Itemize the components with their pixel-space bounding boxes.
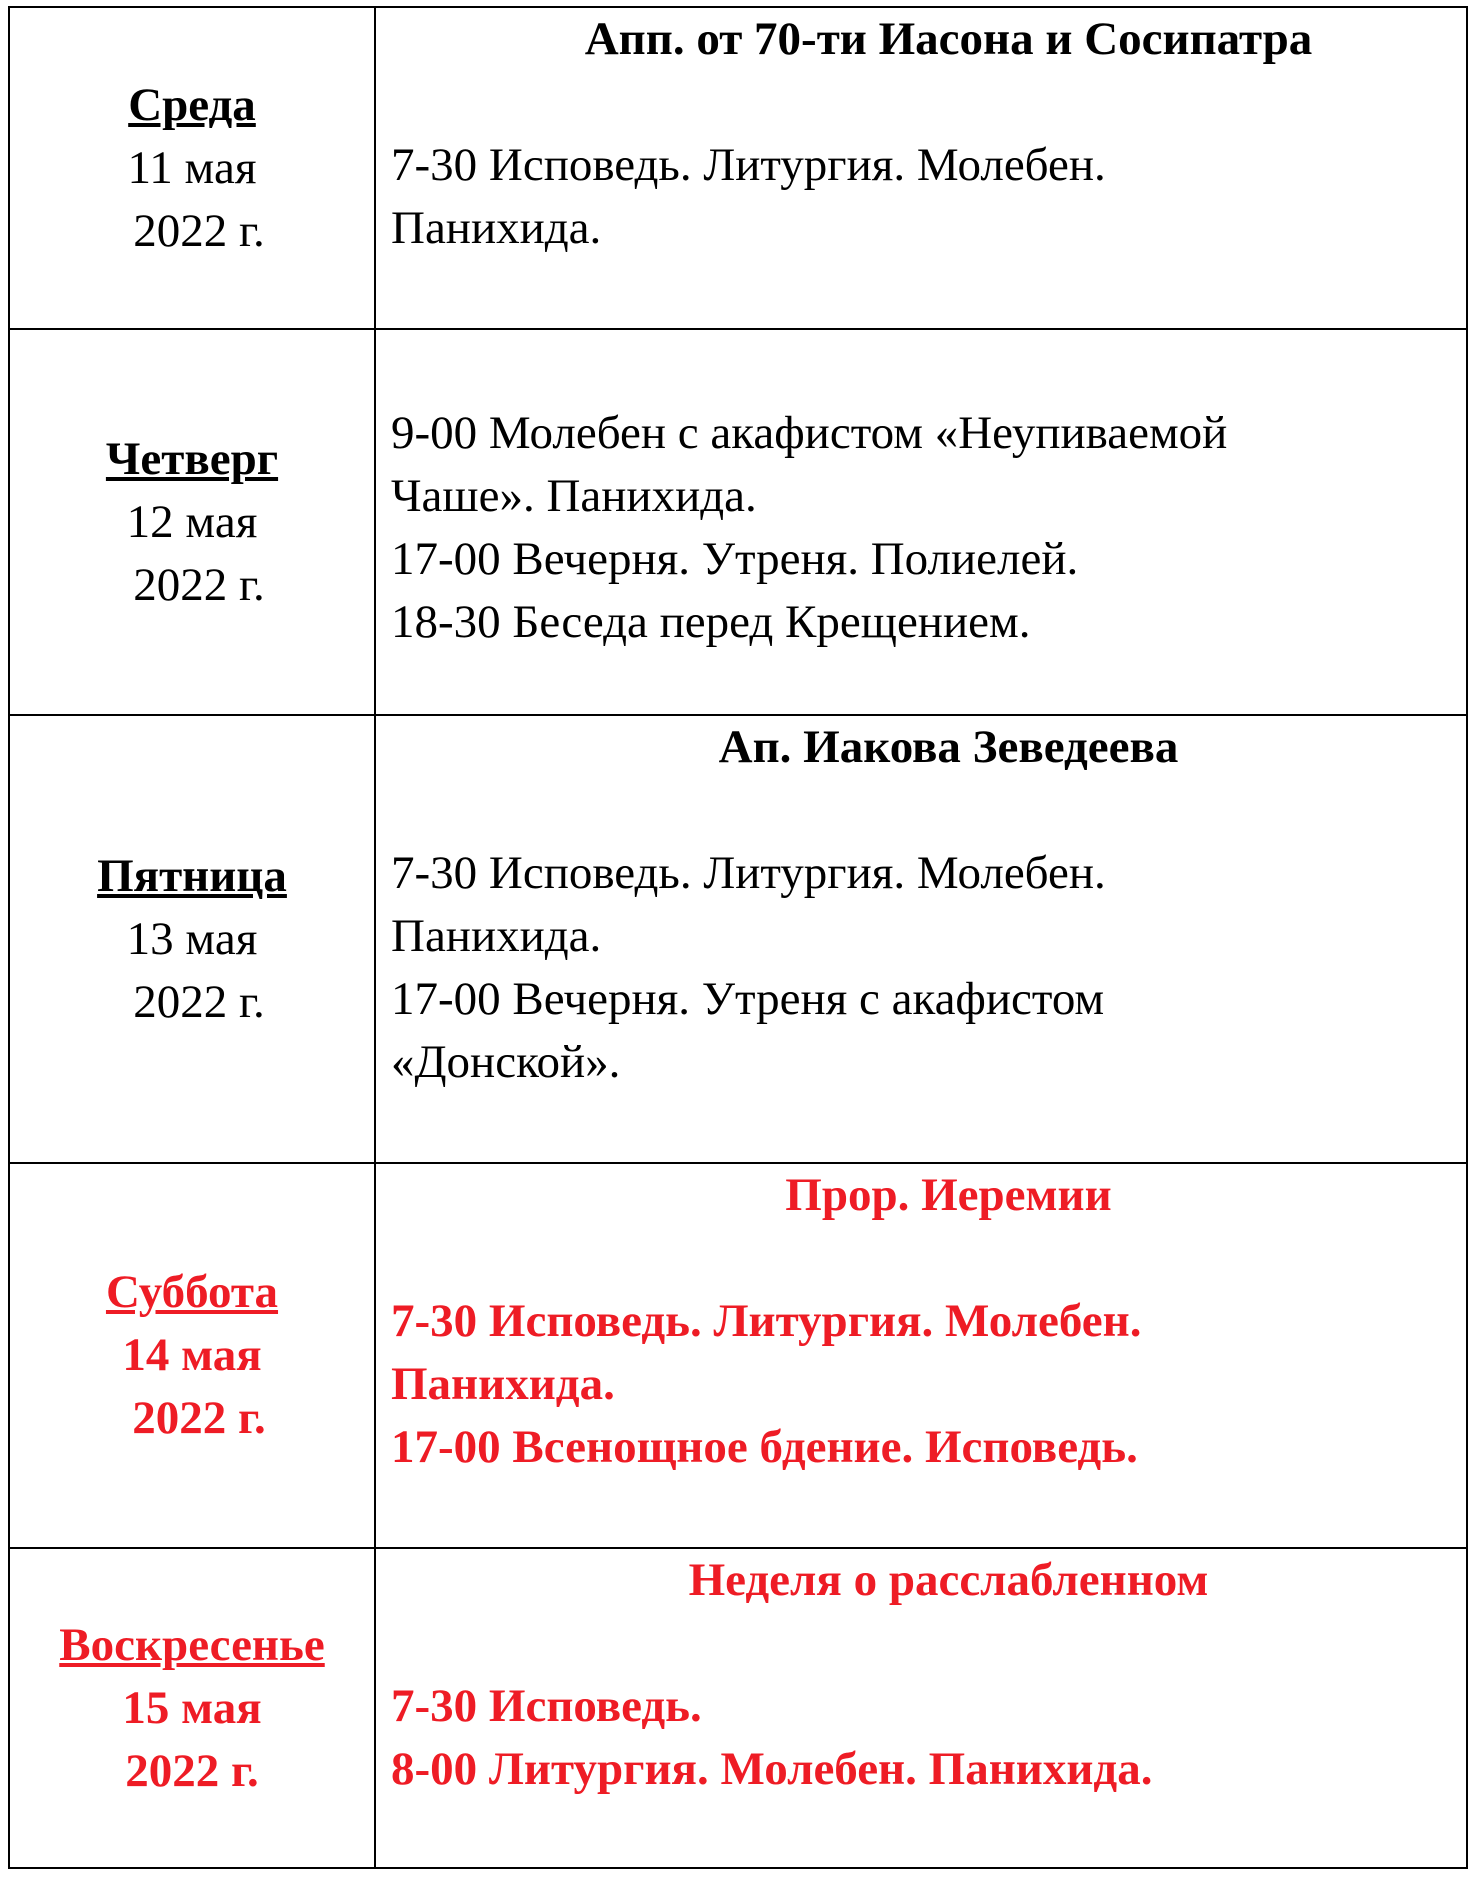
feast-title: Прор. Иеремии bbox=[785, 1169, 1112, 1221]
schedule-row bbox=[9, 715, 1467, 1163]
day-date: 12 мая bbox=[126, 495, 258, 548]
day-year: 2022 г. bbox=[125, 1744, 259, 1797]
service-line: 8-00 Литургия. Молебен. Панихида. bbox=[391, 1743, 1153, 1795]
day-date: 11 мая bbox=[127, 141, 257, 194]
service-line: 17-00 Вечерня. Утреня с акафистом bbox=[391, 973, 1105, 1025]
day-date: 14 мая bbox=[122, 1329, 262, 1381]
service-line: Панихида. bbox=[391, 910, 602, 962]
day-date: 15 мая bbox=[122, 1681, 262, 1734]
service-line: Чаше». Панихида. bbox=[391, 470, 757, 522]
day-year: 2022 г. bbox=[133, 204, 265, 257]
day-year: 2022 г. bbox=[133, 558, 265, 611]
services-cell bbox=[375, 7, 1467, 329]
day-cell bbox=[9, 7, 375, 329]
service-line: 7-30 Исповедь. Литургия. Молебен. bbox=[391, 139, 1106, 191]
day-name: Воскресенье bbox=[59, 1618, 325, 1671]
schedule-row bbox=[9, 1163, 1467, 1548]
service-line: 17-00 Всенощное бдение. Исповедь. bbox=[391, 1421, 1138, 1473]
service-line: 7-30 Исповедь. Литургия. Молебен. bbox=[391, 847, 1106, 899]
service-line: 18-30 Беседа перед Крещением. bbox=[391, 596, 1031, 648]
services-cell bbox=[375, 329, 1467, 715]
service-line: Панихида. bbox=[391, 202, 602, 254]
day-cell bbox=[9, 715, 375, 1163]
day-date: 13 мая bbox=[126, 912, 258, 965]
day-cell bbox=[9, 329, 375, 715]
service-line: «Донской». bbox=[391, 1036, 621, 1088]
feast-title: Ап. Иакова Зеведеева bbox=[718, 721, 1179, 773]
services-cell bbox=[375, 715, 1467, 1163]
day-year: 2022 г. bbox=[132, 1392, 266, 1444]
schedule-row bbox=[9, 329, 1467, 715]
feast-title: Апп. от 70-ти Иасона и Сосипатра bbox=[584, 13, 1313, 65]
schedule-table bbox=[8, 6, 1468, 1869]
service-line: 7-30 Исповедь. bbox=[391, 1680, 702, 1732]
day-year: 2022 г. bbox=[133, 975, 265, 1028]
day-cell bbox=[9, 1163, 375, 1548]
day-cell bbox=[9, 1548, 375, 1868]
service-line: 17-00 Вечерня. Утреня. Полиелей. bbox=[391, 533, 1079, 585]
services-cell bbox=[375, 1163, 1467, 1548]
service-line: 7-30 Исповедь. Литургия. Молебен. bbox=[391, 1295, 1142, 1347]
day-name: Четверг bbox=[105, 432, 279, 485]
day-name: Среда bbox=[128, 78, 256, 131]
schedule-row bbox=[9, 7, 1467, 329]
feast-title: Неделя о расслабленном bbox=[688, 1554, 1209, 1606]
service-line: Панихида. bbox=[391, 1358, 615, 1410]
day-name: Суббота bbox=[105, 1266, 279, 1318]
service-line: 9-00 Молебен с акафистом «Неупиваемой bbox=[391, 407, 1228, 459]
services-cell bbox=[375, 1548, 1467, 1868]
schedule-row bbox=[9, 1548, 1467, 1868]
day-name: Пятница bbox=[97, 849, 287, 902]
